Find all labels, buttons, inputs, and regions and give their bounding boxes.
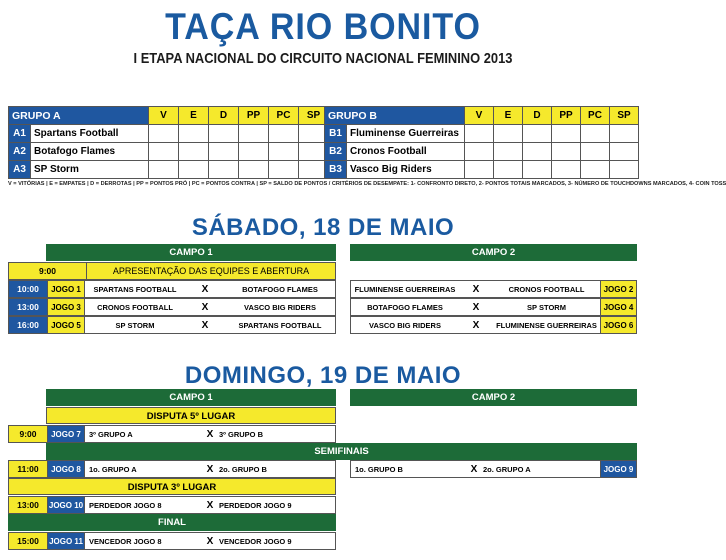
home-team: PERDEDOR JOGO 8 <box>89 500 162 510</box>
away-team: SPARTANS FOOTBALL <box>238 320 322 330</box>
game-number: JOGO 11 <box>47 533 85 549</box>
game-number: JOGO 4 <box>600 299 636 315</box>
opening-text: APRESENTAÇÃO DAS EQUIPES E ABERTURA <box>112 266 310 276</box>
stat-header: V <box>465 107 494 125</box>
vs-mark: X <box>206 463 214 475</box>
game-time: 16:00 <box>9 317 47 333</box>
game-number: JOGO 2 <box>600 281 636 297</box>
legend-text: V = VITÓRIAS | E = EMPATES | D = DERROTAS | PP = PONTOS PRÓ | PC = PONTOS CONTRA | SP = SALDO DE PONTOS / CRITÉRIOS DE DESEMPATE: 1- CONFRONTO DIRETO, 2- PONTOS TOTAIS MARCADOS, 3- NÚMERO DE TOUCHDOWNS MARCADOS, 4- COIN TOSS <box>8 181 726 187</box>
stat-header: PP <box>552 107 581 125</box>
home-team: SPARTANS FOOTBALL <box>93 284 177 294</box>
team-name: Vasco Big Riders <box>347 161 465 179</box>
team-name: Fluminense Guerreiras <box>347 125 465 143</box>
away-team: BOTAFOGO FLAMES <box>242 284 318 294</box>
opening-time: 9:00 <box>9 263 87 279</box>
game-number: JOGO 5 <box>47 317 85 333</box>
home-team: SP STORM <box>115 320 155 330</box>
campo2-header: CAMPO 2 <box>350 244 637 261</box>
stat-header: PC <box>581 107 610 125</box>
game-number: JOGO 8 <box>47 461 85 477</box>
table-row <box>9 143 329 161</box>
game-time: 9:00 <box>9 426 47 442</box>
team-name: Botafogo Flames <box>31 143 149 161</box>
campo2-header: CAMPO 2 <box>350 389 637 406</box>
stat-header: SP <box>299 107 329 125</box>
table-row <box>350 316 637 334</box>
vs-mark: X <box>472 283 480 295</box>
stat-header: PP <box>239 107 269 125</box>
team-code: B1 <box>325 125 347 143</box>
away-team: 2o. GRUPO B <box>219 464 267 474</box>
vs-mark: X <box>206 499 214 511</box>
group-b-table <box>324 106 639 179</box>
group-a-header: GRUPO A <box>9 107 149 125</box>
home-team: CRONOS FOOTBALL <box>97 302 173 312</box>
saturday-heading: SÁBADO, 18 DE MAIO <box>191 214 455 241</box>
disputa-5-header: DISPUTA 5º LUGAR <box>46 407 336 424</box>
semifinais-header: SEMIFINAIS <box>46 443 637 460</box>
away-team: VASCO BIG RIDERS <box>244 302 316 312</box>
game-number: JOGO 1 <box>47 281 85 297</box>
home-team: BOTAFOGO FLAMES <box>367 302 443 312</box>
table-row <box>8 532 336 550</box>
table-row <box>350 460 637 478</box>
home-team: VENCEDOR JOGO 8 <box>89 536 162 546</box>
table-row <box>8 496 336 514</box>
table-row <box>8 425 336 443</box>
group-b-header: GRUPO B <box>325 107 465 125</box>
vs-mark: X <box>206 535 214 547</box>
stat-header: D <box>523 107 552 125</box>
table-row <box>8 316 336 334</box>
game-time: 10:00 <box>9 281 47 297</box>
table-row <box>8 460 336 478</box>
stat-header: PC <box>269 107 299 125</box>
table-row <box>325 143 639 161</box>
table-row <box>9 161 329 179</box>
final-header: FINAL <box>8 514 336 531</box>
team-name: Cronos Football <box>347 143 465 161</box>
vs-mark: X <box>472 319 480 331</box>
stat-header: E <box>179 107 209 125</box>
vs-mark: X <box>206 428 214 440</box>
campo1-header: CAMPO 1 <box>46 389 336 406</box>
team-name: Spartans Football <box>31 125 149 143</box>
table-row <box>325 161 639 179</box>
away-team: SP STORM <box>527 302 566 312</box>
table-row <box>8 298 336 316</box>
home-team: FLUMINENSE GUERREIRAS <box>354 284 456 294</box>
table-row <box>9 125 329 143</box>
table-row <box>350 280 637 298</box>
team-code: A3 <box>9 161 31 179</box>
team-code: B2 <box>325 143 347 161</box>
stat-header: E <box>494 107 523 125</box>
team-name: SP Storm <box>31 161 149 179</box>
page-subtitle: I ETAPA NACIONAL DO CIRCUITO NACIONAL FEMININO 2013 <box>133 50 513 67</box>
stat-header: SP <box>610 107 639 125</box>
vs-mark: X <box>201 301 209 313</box>
vs-mark: X <box>472 301 480 313</box>
game-number: JOGO 9 <box>600 461 636 477</box>
away-team: 3º GRUPO B <box>219 429 263 439</box>
game-number: JOGO 3 <box>47 299 85 315</box>
team-code: B3 <box>325 161 347 179</box>
game-number: JOGO 10 <box>47 497 85 513</box>
disputa-3-header: DISPUTA 3º LUGAR <box>8 478 336 495</box>
stat-header: V <box>149 107 179 125</box>
team-code: A2 <box>9 143 31 161</box>
campo1-header: CAMPO 1 <box>46 244 336 261</box>
game-time: 15:00 <box>9 533 47 549</box>
table-row <box>350 298 637 316</box>
away-team: 2o. GRUPO A <box>483 464 531 474</box>
opening-row <box>8 262 336 280</box>
stat-header: D <box>209 107 239 125</box>
vs-mark: X <box>201 283 209 295</box>
table-row <box>325 125 639 143</box>
game-time: 13:00 <box>9 299 47 315</box>
away-team: VENCEDOR JOGO 9 <box>219 536 292 546</box>
away-team: FLUMINENSE GUERREIRAS <box>496 320 597 330</box>
home-team: 1o. GRUPO B <box>355 464 403 474</box>
sunday-heading: DOMINGO, 19 DE MAIO <box>184 362 462 389</box>
away-team: PERDEDOR JOGO 9 <box>219 500 292 510</box>
vs-mark: X <box>470 463 478 475</box>
group-a-table <box>8 106 329 179</box>
game-time: 13:00 <box>9 497 47 513</box>
vs-mark: X <box>201 319 209 331</box>
team-code: A1 <box>9 125 31 143</box>
page-title: TAÇA RIO BONITO <box>165 6 481 47</box>
away-team: CRONOS FOOTBALL <box>508 284 585 294</box>
home-team: 1o. GRUPO A <box>89 464 137 474</box>
game-time: 11:00 <box>9 461 47 477</box>
home-team: VASCO BIG RIDERS <box>369 320 441 330</box>
home-team: 3º GRUPO A <box>89 429 133 439</box>
game-number: JOGO 7 <box>47 426 85 442</box>
game-number: JOGO 6 <box>600 317 636 333</box>
table-row <box>8 280 336 298</box>
